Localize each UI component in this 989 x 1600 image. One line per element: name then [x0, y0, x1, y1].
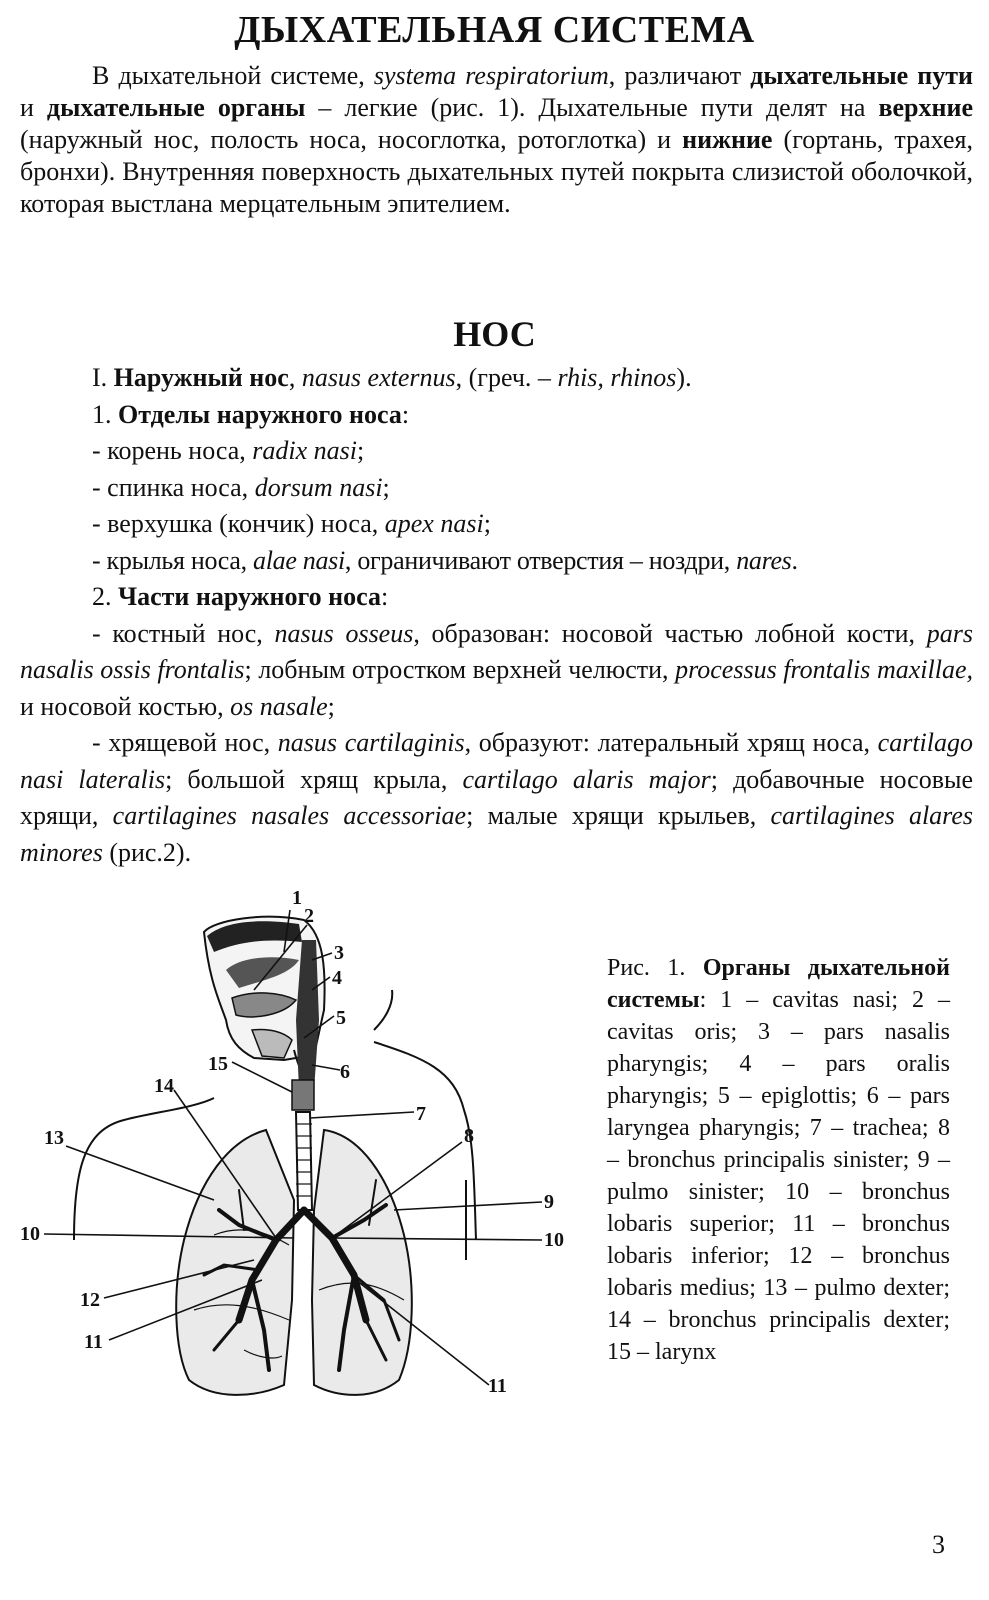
outline-heading-external-nose [20, 360, 973, 397]
intro-text: – легкие (рис. 1). Дыхательные пути делят на [305, 93, 879, 122]
list-item [20, 543, 973, 580]
figure-label: 1 [292, 887, 302, 909]
list-item-cartilage-nose [20, 725, 973, 871]
figure-label: 10 [20, 1223, 40, 1245]
outline-text: - костный нос, [92, 618, 275, 648]
list-item [20, 506, 973, 543]
outline-latin-term: nasus cartilaginis [277, 728, 465, 757]
caption-text: : [699, 987, 707, 1013]
figure-label: 12 [80, 1289, 100, 1311]
outline-text: и носовой костью, [20, 691, 231, 721]
outline-latin-term: nasus externus [301, 363, 456, 392]
left-lung [312, 1130, 412, 1395]
outline-text: - крылья носа, [92, 545, 254, 575]
intro-paragraph [20, 60, 973, 220]
outline-text: , ограничивают отверстия – ноздри, [344, 545, 737, 575]
intro-text: (гортань, трахея, бронхи). Внутренняя поверхность дыхательных путей покрыта слизистой оболочкой, которая выстлана мерцательным эпителием. [20, 125, 973, 218]
outline-latin-term: os nasale [230, 691, 328, 721]
outline-latin-term: nasus osseus [274, 618, 414, 648]
intro-term-airways: дыхательные пути [750, 61, 973, 90]
outline-text: - корень носа, [92, 436, 253, 465]
outline-latin-term: dorsum nasi [254, 472, 383, 502]
outline-latin-term: processus frontalis maxillae, [675, 655, 973, 684]
outline-latin-term: cartilago alaris major [462, 764, 711, 794]
figure-label: 6 [340, 1061, 350, 1083]
outline-latin-term: apex nasi [384, 509, 484, 538]
outline-text: , образован: носовой частью лобной кости, [413, 618, 927, 648]
intro-term-organs: дыхательные органы [46, 93, 306, 122]
figure-caption [607, 952, 950, 1368]
outline-text: 2. [92, 582, 118, 611]
intro-latin-term: systema respiratorium [373, 61, 609, 90]
outline-latin-term: nares [736, 545, 792, 575]
outline-text: ; [356, 436, 365, 465]
intro-text: В дыхательной системе, [92, 61, 374, 90]
caption-prefix: Рис. 1. [607, 955, 703, 981]
caption-title: Органы дыхательной системы [607, 955, 950, 1013]
outline-text: , (греч. – [455, 363, 558, 392]
outline-latin-term: cartilagines alares minores [20, 801, 973, 867]
figure-label: 5 [336, 1007, 346, 1029]
figure-label: 11 [84, 1331, 103, 1353]
nose-outline [20, 360, 973, 871]
leader-line [232, 1062, 292, 1092]
intro-term-lower: нижние [682, 125, 773, 154]
figure-label: 3 [334, 942, 344, 964]
outline-latin-term: radix nasi [252, 436, 357, 465]
intro-term-upper: верхние [878, 93, 974, 122]
outline-text: (рис.2). [102, 837, 192, 867]
outline-text: , образуют: латеральный хрящ носа, [464, 728, 878, 757]
figure-label: 10 [544, 1229, 564, 1251]
list-item [20, 470, 973, 507]
outline-heading-parts [20, 579, 973, 616]
outline-text: ; добавочные носовые хрящи, [20, 764, 973, 830]
intro-text: и [20, 93, 47, 122]
outline-text: 1. [92, 399, 118, 429]
outline-bold-term: Части наружного носа [118, 582, 381, 611]
figure-label: 8 [464, 1125, 474, 1147]
leader-line [312, 1065, 340, 1070]
figure-label: 11 [488, 1375, 507, 1397]
outline-bold-term: Отделы наружного носа [118, 399, 402, 429]
outline-text: ). [676, 363, 692, 392]
outline-text: ; [382, 472, 390, 502]
outline-greek-term: rhis, rhinos [557, 363, 677, 392]
leader-line [66, 1146, 214, 1200]
figure-label: 4 [332, 967, 342, 989]
outline-text: : [401, 399, 410, 429]
outline-text: ; [327, 691, 335, 721]
outline-text: - хрящевой нос, [92, 728, 278, 757]
outline-text: ; [483, 509, 491, 538]
outline-text: ; малые хрящи крыльев, [466, 801, 771, 830]
outline-latin-term: cartilago nasi lateralis [20, 728, 973, 794]
outline-latin-term: cartilagines nasales accessoriae [112, 801, 467, 830]
leader-line [394, 1202, 542, 1210]
figure-label: 2 [304, 905, 314, 927]
outline-text: ; большой хрящ крыла, [165, 764, 463, 794]
outline-text: , [288, 363, 302, 392]
section-title: НОС [453, 314, 536, 354]
right-lung [176, 1130, 294, 1395]
outline-text: I. [92, 363, 114, 392]
outline-latin-term: alae nasi [253, 545, 345, 575]
outline-text: : [380, 582, 389, 611]
list-item-bony-nose [20, 616, 973, 726]
outline-bold-term: Наружный нос [113, 363, 289, 392]
figure-label: 13 [44, 1127, 64, 1149]
intro-text: (наружный нос, полость носа, носоглотка, ротоглотка) и [20, 125, 683, 154]
figure-label: 7 [416, 1103, 426, 1125]
figure-label: 14 [154, 1075, 174, 1097]
figure-label: 9 [544, 1191, 554, 1213]
outline-text: ; лобным отростком верхней челюсти, [244, 655, 676, 684]
outline-heading-sections [20, 397, 973, 434]
intro-text: , различают [608, 61, 751, 90]
outline-text: - спинка носа, [92, 472, 255, 502]
outline-text: - верхушка (кончик) носа, [92, 509, 385, 538]
page-title: ДЫХАТЕЛЬНАЯ СИСТЕМА [234, 9, 755, 51]
respiratory-system-illustration [14, 880, 594, 1440]
outline-text: . [791, 545, 798, 575]
respiratory-system-figure [14, 880, 594, 1440]
outline-latin-term: pars nasalis ossis frontalis [20, 618, 973, 684]
figure-label: 15 [208, 1053, 228, 1075]
leader-line [310, 1112, 414, 1118]
caption-legend: 1 – cavitas nasi; 2 – cavitas oris; 3 – pars nasalis pharyngis; 4 – pars oralis pharyngis; 5 – epiglottis; 6 – pars laryngea pharyngis; 7 – trachea; 8 – bronchus principalis sinister; 9 – pulmo sinister; 10 – bronchus lobaris superior; 11 – bronchus lobaris inferior; 12 – bronchus lobaris medius; 13 – pulmo dexter; 14 – bronchus principalis dexter; 15 – larynx [607, 987, 950, 1365]
page-number: 3 [932, 1530, 945, 1559]
list-item [20, 433, 973, 470]
